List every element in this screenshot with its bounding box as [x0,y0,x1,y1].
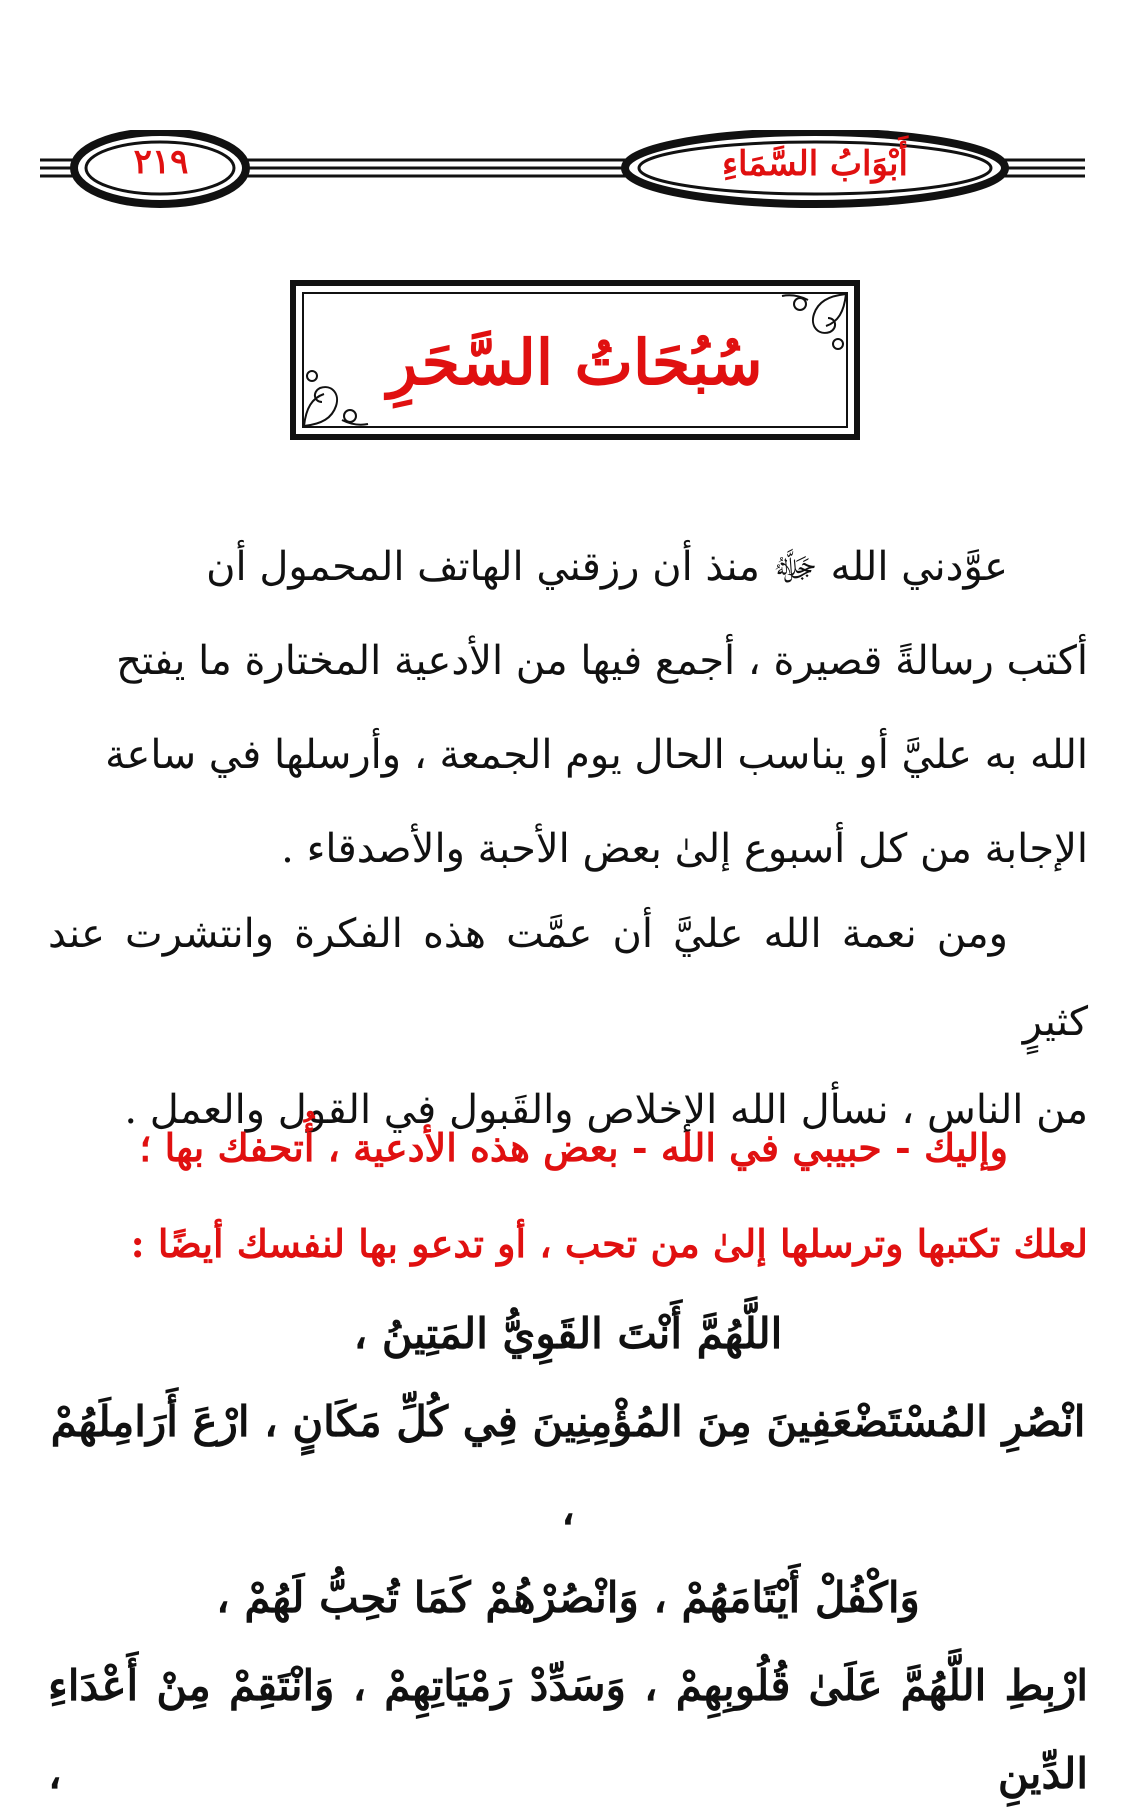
prayer-line: ارْبِطِ اللَّهُمَّ عَلَىٰ قُلُوبِهِمْ ، وَسَدِّدْ رَمْيَاتِهِمْ ، وَانْتَقِمْ مِنْ أَعْدَاءِ الدِّينِ ، [48,1661,1088,1798]
prayer-line: انْصُرِ المُسْتَضْعَفِينَ مِنَ المُؤْمِنِينَ فِي كُلِّ مَكَانٍ ، ارْعَ أَرَامِلَهُمْ ، [50,1397,1086,1534]
book-title: أَبْوَابُ السَّمَاءِ [722,144,908,184]
text-line: أكتب رسالةً قصيرة ، أجمع فيها من الأدعية المختارة ما يفتح [116,638,1088,684]
section-title-box [290,280,860,440]
text-line: الإجابة من كل أسبوع إلىٰ بعض الأحبة والأصدقاء . [281,826,1088,872]
prayer-block [48,1290,1088,1818]
prayer-line: وَاكْفُلْ أَيْتَامَهُمْ ، وَانْصُرْهُمْ كَمَا تُحِبُّ لَهُمْ ، [216,1573,920,1622]
prayer-line: اللَّهُمَّ أَنْتَ القَوِيُّ المَتِينُ ، [353,1309,783,1358]
text-line: عوَّدني الله ﷻ منذ أن رزقني الهاتف المحمول أن [206,544,1008,590]
page-header [40,130,1085,210]
highlight-paragraph [48,1100,1088,1292]
text-line: ومن نعمة الله عليَّ أن عمَّت هذه الفكرة وانتشرت عند كثيرٍ [48,911,1088,1045]
section-title: سُبُحَاتُ السَّحَرِ [387,326,763,399]
text-line: من الناس ، نسأل الله الإخلاص والقَبول في القول والعمل . [124,1087,1088,1133]
highlight-line: وإليك - حبيبي في الله - بعض هذه الأدعية ، أُتحفك بها ؛ [139,1125,1008,1170]
page-number: ٢١٩ [133,142,189,182]
highlight-line: لعلك تكتبها وترسلها إلىٰ من تحب ، أو تدعو بها لنفسك أيضًا : [130,1221,1088,1266]
text-line: الله به عليَّ أو يناسب الحال يوم الجمعة ، وأرسلها في ساعة [105,732,1088,778]
intro-paragraph-1 [48,520,1088,896]
